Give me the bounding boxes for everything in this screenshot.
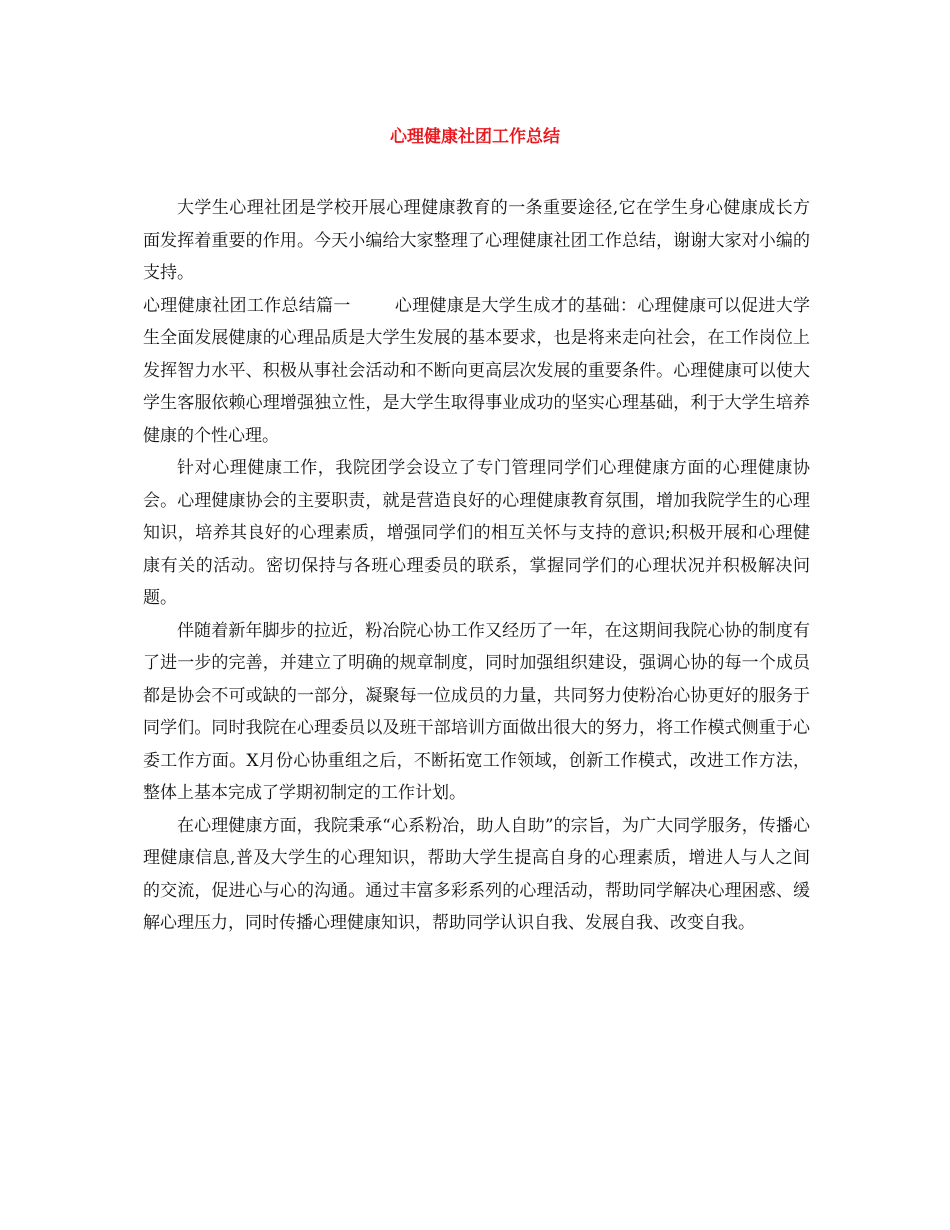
section-heading: 心理健康社团工作总结篇一 — [143, 295, 351, 316]
document-title: 心理健康社团工作总结 — [390, 127, 560, 147]
section-first-text: 心理健康是大学生成才的基础：心理健康可以促进大学生全面发展健康的心理品质是大学生发展的基本要求，也是将来走向社会，在工作岗位上发挥智力水平、积极从事社会活动和不断向更高层次发展的重要条件。心理健康可以使大学生客服依赖心理增强独立性，是大学生取得事业成功的坚实心理基础，利于大学生培养健康的个性心理。 — [143, 295, 811, 446]
section-paragraph — [143, 290, 810, 453]
document-body — [143, 192, 810, 940]
intro-paragraph: 大学生心理社团是学校开展心理健康教育的一条重要途径,它在学生身心健康成长方面发挥着重要的作用。今天小编给大家整理了心理健康社团工作总结，谢谢大家对小编的支持。 — [143, 198, 810, 283]
body-paragraph-2: 伴随着新年脚步的拉近，粉冶院心协工作又经历了一年，在这期间我院心协的制度有了进一步的完善，并建立了明确的规章制度，同时加强组织建设，强调心协的每一个成员都是协会不可或缺的一部分，凝聚每一位成员的力量，共同努力使粉冶心协更好的服务于同学们。同时我院在心理委员以及班干部培训方面做出很大的努力，将工作模式侧重于心委工作方面。X月份心协重组之后，不断拓宽工作领域，创新工作模式，改进工作方法，整体上基本完成了学期初制定的工作计划。 — [143, 620, 810, 803]
body-paragraph-1: 针对心理健康工作，我院团学会设立了专门管理同学们心理健康方面的心理健康协会。心理健康协会的主要职责，就是营造良好的心理健康教育氛围，增加我院学生的心理知识，培养其良好的心理素质，增强同学们的相互关怀与支持的意识;积极开展和心理健康有关的活动。密切保持与各班心理委员的联系，掌握同学们的心理状况并积极解决问题。 — [143, 458, 810, 608]
body-paragraph-3: 在心理健康方面，我院秉承“心系粉冶，助人自助”的宗旨，为广大同学服务，传播心理健康信息,普及大学生的心理知识，帮助大学生提高自身的心理素质，增进人与人之间的交流，促进心与心的沟通。通过丰富多彩系列的心理活动，帮助同学解决心理困惑、缓解心理压力，同时传播心理健康知识，帮助同学认识自我、发展自我、改变自我。 — [143, 815, 810, 933]
